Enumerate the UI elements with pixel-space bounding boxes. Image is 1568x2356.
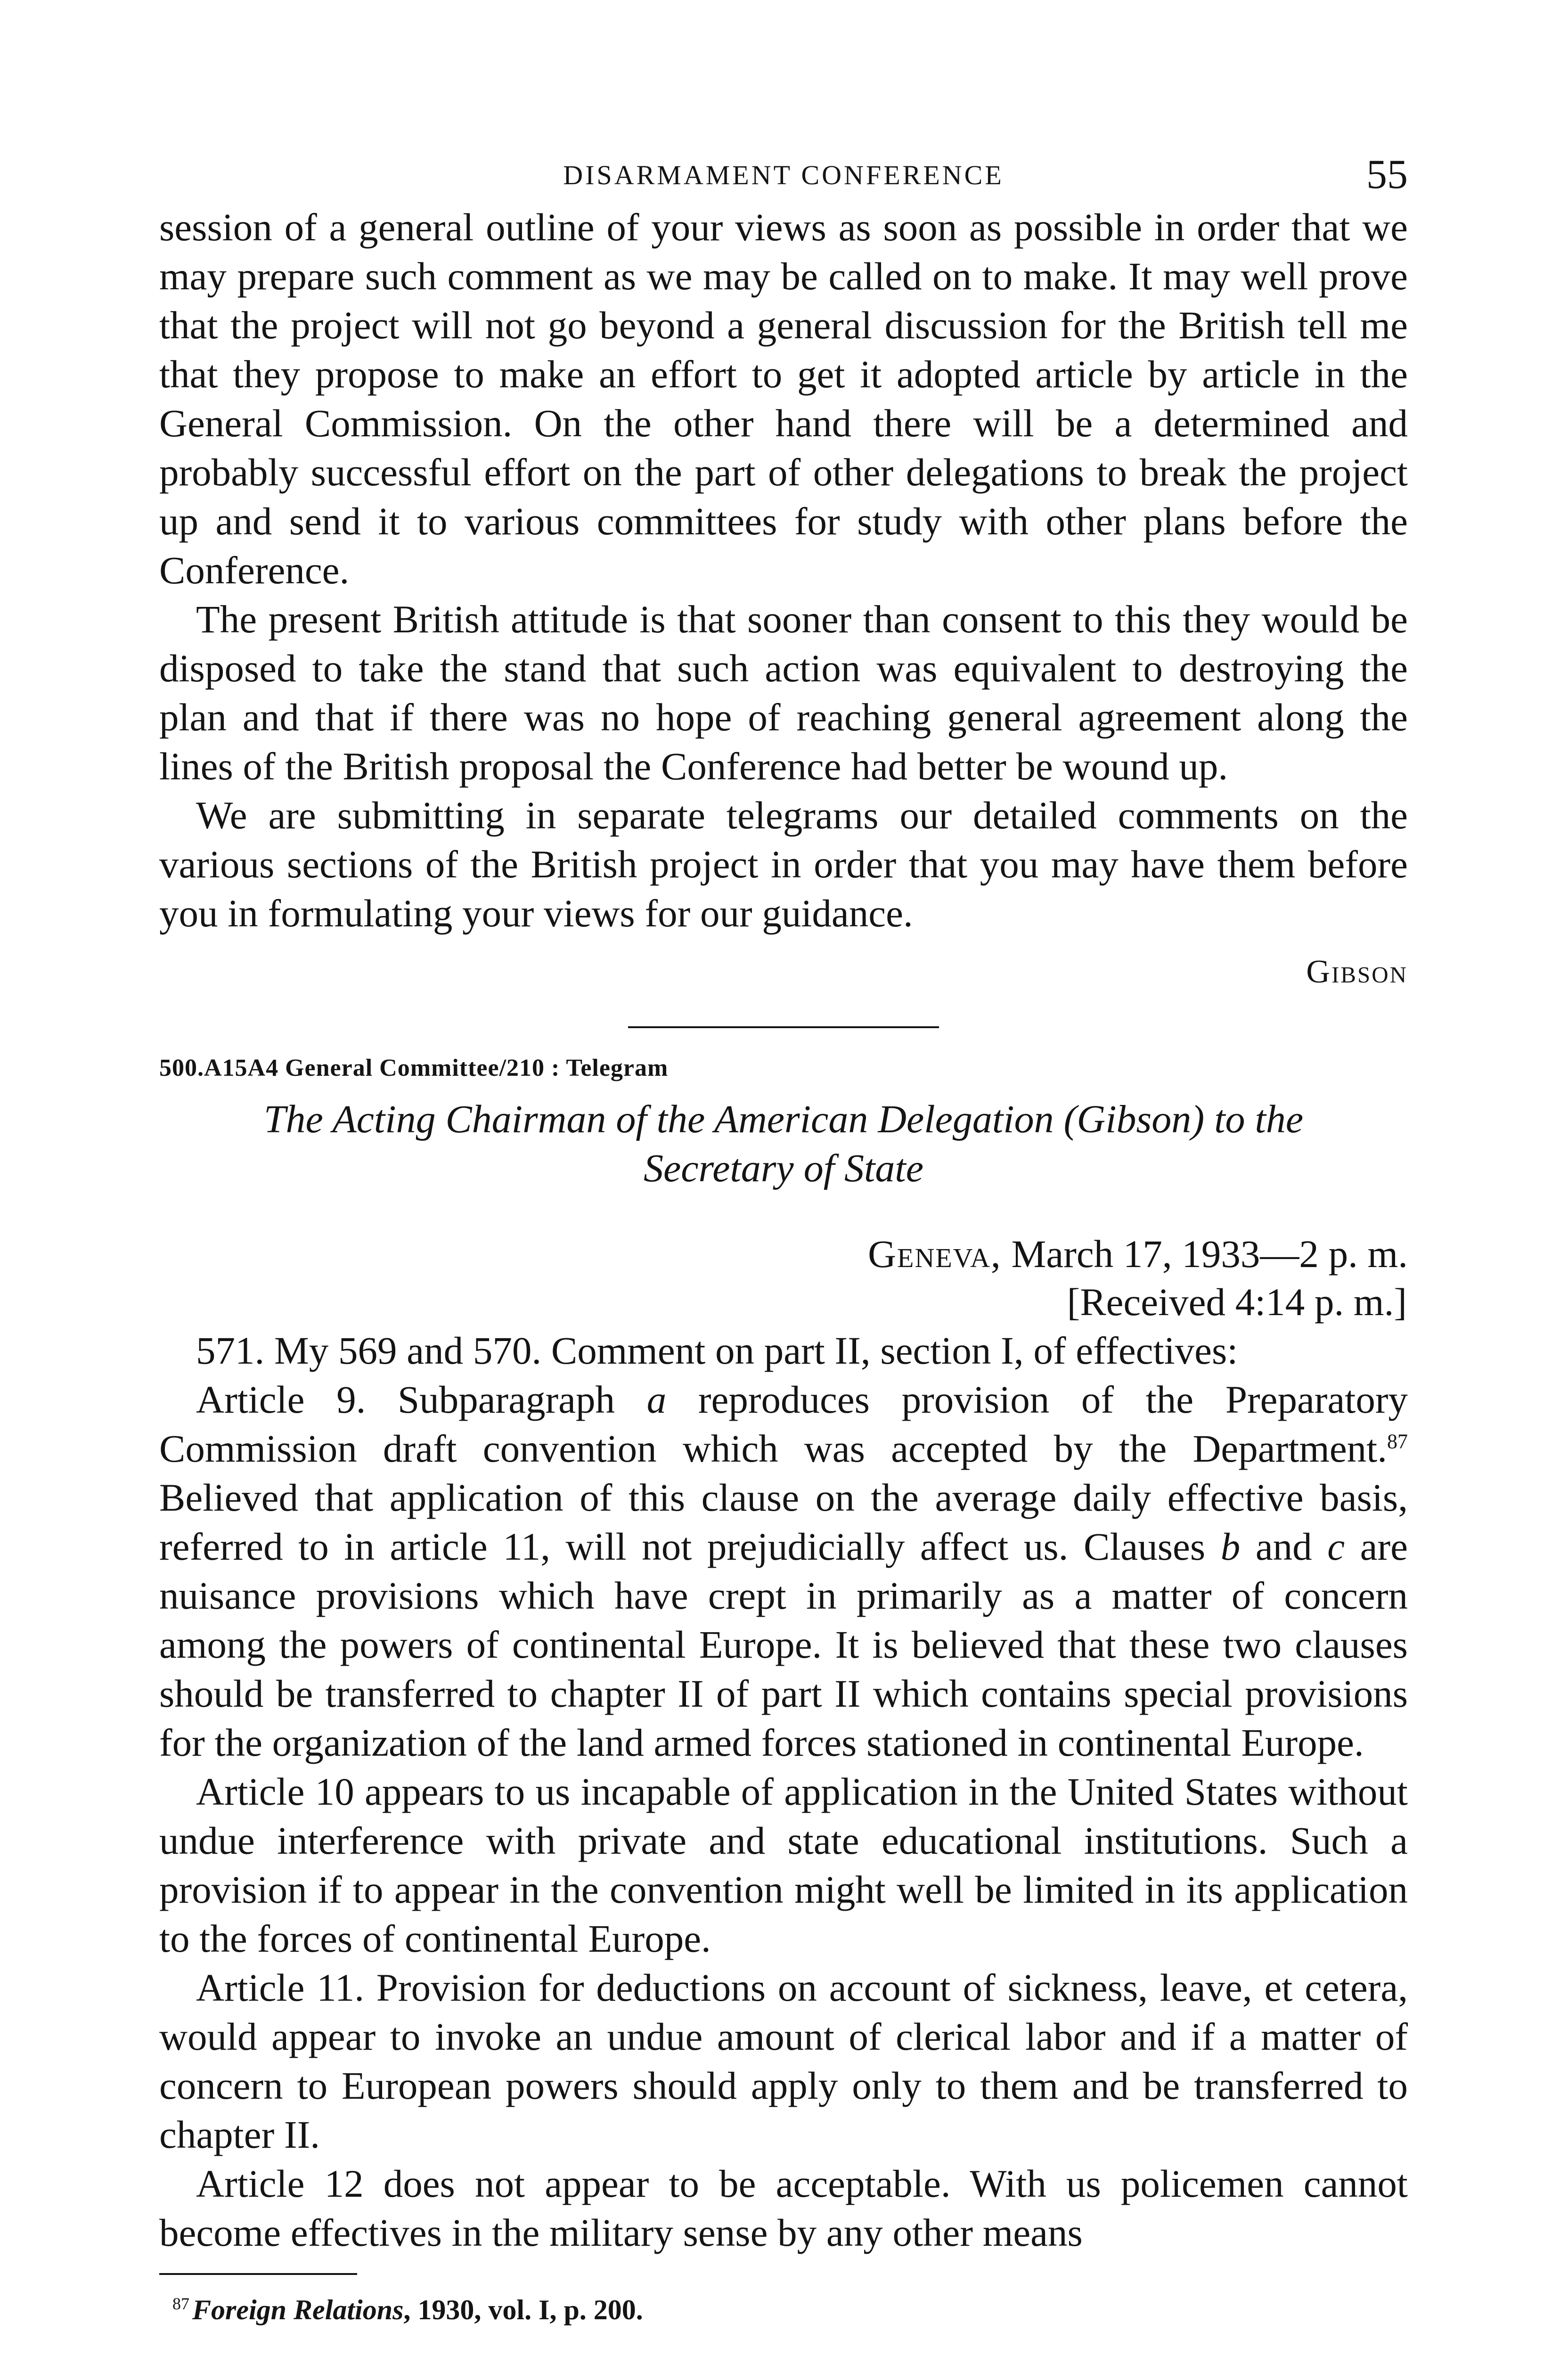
paragraph: We are submitting in separate telegrams our detailed comments on the various sections of the British project in order that you may have them before you in formulating your views for our guidance.	[159, 794, 1408, 935]
page	[159, 151, 1408, 2327]
clause-letter: c	[1327, 1525, 1345, 1568]
running-title: DISARMAMENT CONFERENCE	[563, 160, 1004, 190]
clause-letter: a	[646, 1378, 667, 1421]
document-1-body	[159, 203, 1408, 938]
paragraph: session of a general outline of your views as soon as possible in order that we may prepare such comment as we may be called on to make. It may well prove that the project will not go beyond a general discussion for the British tell me that they propose to make an effort to get it adopted article by article in the General Commission. On the other hand there will be a determined and probably successful effort on the part of other delegations to break the project up and send it to various committees for study with other plans before the Conference.	[159, 205, 1408, 592]
paragraph: Article 11. Provision for deductions on account of sickness, leave, et cetera, would appear to invoke an undue amount of clerical labor and if a matter of concern to European powers should apply only to them and be transferred to chapter II.	[159, 1966, 1408, 2156]
document-heading	[159, 1095, 1408, 1193]
file-reference: 500.A15A4 General Committee/210 : Telegram	[159, 1055, 669, 1081]
received-time: [Received 4:14 p. m.]	[1067, 1280, 1407, 1324]
text-run: Believed that application of this clause on the average daily effective basis, referred to in article 11, will not prejudicially affect us. Clauses	[159, 1476, 1408, 1568]
page-number: 55	[1366, 152, 1408, 197]
dateline-place-date	[159, 1230, 1408, 1278]
text-run: reproduces provision of the Preparatory Commission draft convention which was accepted by the Department.	[159, 1378, 1408, 1470]
running-header	[159, 151, 1408, 203]
dateline-place: Geneva,	[868, 1232, 1002, 1276]
paragraph: Article 12 does not appear to be acceptable. With us policemen cannot become effectives in the military sense by any other means	[159, 2162, 1408, 2254]
footnote	[159, 2293, 1408, 2327]
dateline-date: March 17, 1933—2 p. m.	[1011, 1232, 1408, 1276]
dateline	[159, 1230, 1408, 1326]
paragraph: Article 10 appears to us incapable of application in the United States without undue interference with private and state educational institutions. Such a provision if to appear in the convention might well be limited in its application to the forces of continental Europe.	[159, 1770, 1408, 1960]
footnote-marker: 87	[172, 2294, 189, 2313]
paragraph: The present British attitude is that sooner than consent to this they would be disposed to take the stand that such action was equivalent to destroying the plan and that if there was no hope of reaching general agreement along the lines of the British proposal the Conference had better be wound up.	[159, 597, 1408, 788]
document-2-body	[159, 1326, 1408, 2257]
text-run: are nuisance provisions which have crept in primarily as a matter of concern among the powers of continental Europe. It is believed that these two clauses should be transferred to chapter II of part II which contains special provisions for the organization of the land armed forces stationed in continental Europe.	[159, 1525, 1408, 1764]
footnote-title: Foreign Relations	[192, 2294, 404, 2325]
signature: Gibson	[1306, 954, 1408, 990]
text-run: and	[1240, 1525, 1328, 1568]
heading-line: Secretary of State	[643, 1146, 924, 1190]
paragraph-article-9	[159, 1375, 1408, 1767]
footnote-reference[interactable]: 87	[1387, 1430, 1408, 1453]
paragraph: 571. My 569 and 570. Comment on part II, section I, of effectives:	[196, 1329, 1238, 1372]
text-run: Article 9. Subparagraph	[196, 1378, 647, 1421]
footnote-citation: , 1930, vol. I, p. 200.	[403, 2294, 643, 2325]
heading-line: The Acting Chairman of the American Delegation (Gibson) to the	[263, 1097, 1304, 1141]
section-divider	[628, 1026, 939, 1028]
clause-letter: b	[1220, 1525, 1241, 1568]
footnote-divider	[159, 2273, 357, 2275]
